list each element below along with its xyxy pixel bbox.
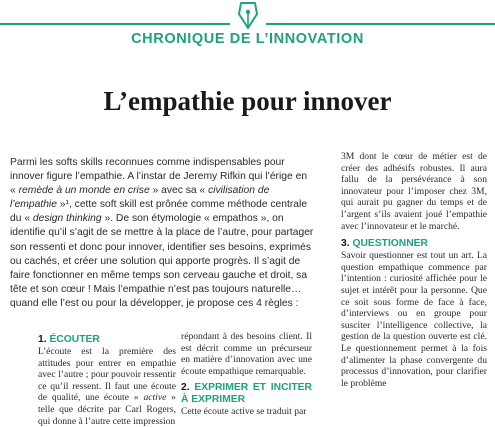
section-heading-questionner: 3. QUESTIONNER [341, 238, 428, 250]
section-title: CHRONIQUE DE L’INNOVATION [131, 31, 364, 47]
paragraph-exprimer: Cette écoute active se traduit par [181, 406, 307, 418]
section-heading-ecouter: 1. ÉCOUTER [38, 334, 100, 345]
paragraph-ecouter: L’écoute est la première des attitudes pour entrer en empathie avec l’autre ; pour pouvoir ressentir ce qu’il ressent. Il faut une écoute de qualité, une écoute « active » telle que décrite par Carl Rogers, qui donne à l’autre cette impression [38, 346, 176, 427]
paragraph-3m: 3M dont le cœur de métier est de créer des adhésifs robustes. Il aura fallu de la persévérance à son innovateur pour l’imposer chez 3M, qui aurait pu gagner du temps et de l’argent s’ils avaient joué l’empathie avec l’innovateur et le marché. [341, 151, 487, 232]
article-column-3 [341, 151, 487, 389]
paragraph-continuation: répondant à des besoins client. Il est décrit comme un précurseur en matière d’innovation avec une écoute empathique remarquable. [181, 331, 312, 377]
paragraph-questionner: Savoir questionner est tout un art. La question empathique commence par l’intention : curiosité affichée pour le sujet et intérêt pour la personne. Que ce soit sous forme de face à face, d’interviews ou en groupe pour susciter l’intelligence collective, la gestion de la question ouverte est clé. Le questionnement permet à la fois d’alimenter la phase convergente du processus d’innovation, pour clarifier le problème [341, 250, 487, 389]
article-intro: Parmi les softs skills reconnues comme indispensables pour innover figure l’empathie. A l’instar de Jeremy Rifkin qui l’érige en « remède à un monde en crise » avec sa « civilisation de l’empathie »¹, cette soft skill est prônée comme méthode centrale du « design thinking ». De son étymologie « empathos », on identifie qu’il s’agit de se mettre à la place de l’autre, pour partager son ressenti et donc pour innover, identifier ses besoins, exprimés ou cachés, et créer une solution qui apporte progrès. Il s’agit de faire fonctionner en même temps son cerveau gauche et droit, sa tête et son cœur ! Mais l’empathie n’est pas toujours naturelle… quand elle l’est ou pour la développer, je propose ces 4 règles : [10, 157, 314, 309]
header-rule-left [0, 23, 230, 25]
article-column-1 [38, 334, 176, 427]
article-title: L’empathie pour innover [103, 86, 392, 116]
section-heading-exprimer: 2. EXPRIMER ET INCITER À EXPRIMER [181, 382, 312, 406]
fountain-pen-nib-icon [228, 0, 268, 30]
article-column-2 [181, 331, 312, 418]
header-rule-right [266, 23, 495, 25]
